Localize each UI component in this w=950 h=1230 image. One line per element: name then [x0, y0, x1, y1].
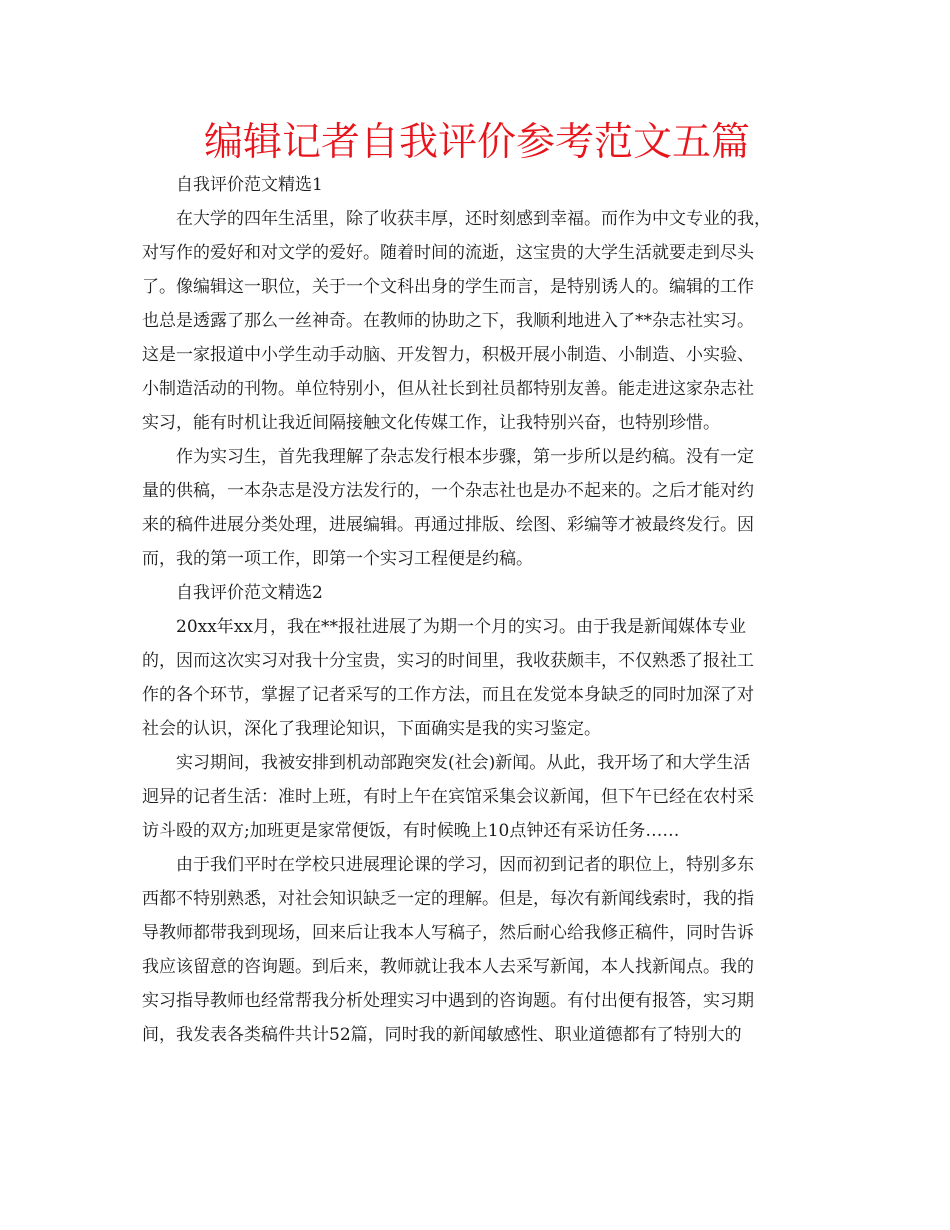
- text-line: 量的供稿，一本杂志是没方法发行的，一个杂志社也是办不起来的。之后才能对约: [142, 481, 754, 501]
- text-line: 西都不特别熟悉，对社会知识缺乏一定的理解。但是，每次有新闻线索时，我的指: [142, 889, 754, 909]
- text-line: 实习期间，我被安排到机动部跑突发(社会)新闻。从此，我开场了和大学生活: [176, 753, 751, 773]
- text-line: 对写作的爱好和对文学的爱好。随着时间的流逝，这宝贵的大学生活就要走到尽头: [142, 243, 754, 263]
- text-line: 间，我发表各类稿件共计52篇，同时我的新闻敏感性、职业道德都有了特别大的: [142, 1025, 742, 1045]
- text-line: 实习，能有时机让我近间隔接触文化传媒工作，让我特别兴奋，也特别珍惜。: [142, 413, 720, 433]
- text-line: 我应该留意的咨询题。到后来，教师就让我本人去采写新闻，本人找新闻点。我的: [142, 957, 754, 977]
- text-line: 20xx年xx月，我在**报社进展了为期一个月的实习。由于我是新闻媒体专业: [176, 617, 746, 637]
- text-line: 导教师都带我到现场，回来后让我本人写稿子，然后耐心给我修正稿件，同时告诉: [142, 923, 754, 943]
- text-line: 的，因而这次实习对我十分宝贵，实习的时间里，我收获颇丰，不仅熟悉了报社工: [142, 651, 754, 671]
- text-line: 访斗殴的双方;加班更是家常便饭，有时候晚上10点钟还有采访任务……: [142, 821, 680, 841]
- document-page: [142, 118, 812, 1052]
- text-line: 作的各个环节，掌握了记者采写的工作方法，而且在发觉本身缺乏的同时加深了对: [142, 685, 754, 705]
- text-line: 小制造活动的刊物。单位特别小，但从社长到社员都特别友善。能走进这家杂志社: [142, 379, 754, 399]
- text-line: 作为实习生，首先我理解了杂志发行根本步骤，第一步所以是约稿。没有一定: [176, 447, 754, 467]
- document-body: [142, 168, 812, 1052]
- text-line: 这是一家报道中小学生动手动脑、开发智力，积极开展小制造、小制造、小实验、: [142, 345, 754, 365]
- text-line: 自我评价范文精选2: [176, 583, 323, 603]
- text-line: 而，我的第一项工作，即第一个实习工程便是约稿。: [142, 549, 533, 569]
- text-line: 迥异的记者生活：准时上班，有时上午在宾馆采集会议新闻，但下午已经在农村采: [142, 787, 754, 807]
- text-line: 在大学的四年生活里，除了收获丰厚，还时刻感到幸福。而作为中文专业的我，: [176, 209, 771, 229]
- text-line: 社会的认识，深化了我理论知识，下面确实是我的实习鉴定。: [142, 719, 601, 739]
- text-line: 了。像编辑这一职位，关于一个文科出身的学生而言，是特别诱人的。编辑的工作: [142, 277, 754, 297]
- text-line: 来的稿件进展分类处理，进展编辑。再通过排版、绘图、彩编等才被最终发行。因: [142, 515, 754, 535]
- text-line: 也总是透露了那么一丝神奇。在教师的协助之下，我顺利地进入了**杂志社实习。: [142, 311, 754, 331]
- text-line: 自我评价范文精选1: [176, 175, 323, 195]
- document-title: 编辑记者自我评价参考范文五篇: [203, 120, 750, 165]
- text-line: 实习指导教师也经常帮我分析处理实习中遇到的咨询题。有付出便有报答，实习期: [142, 991, 754, 1011]
- text-line: 由于我们平时在学校只进展理论课的学习，因而初到记者的职位上，特别多东: [176, 855, 754, 875]
